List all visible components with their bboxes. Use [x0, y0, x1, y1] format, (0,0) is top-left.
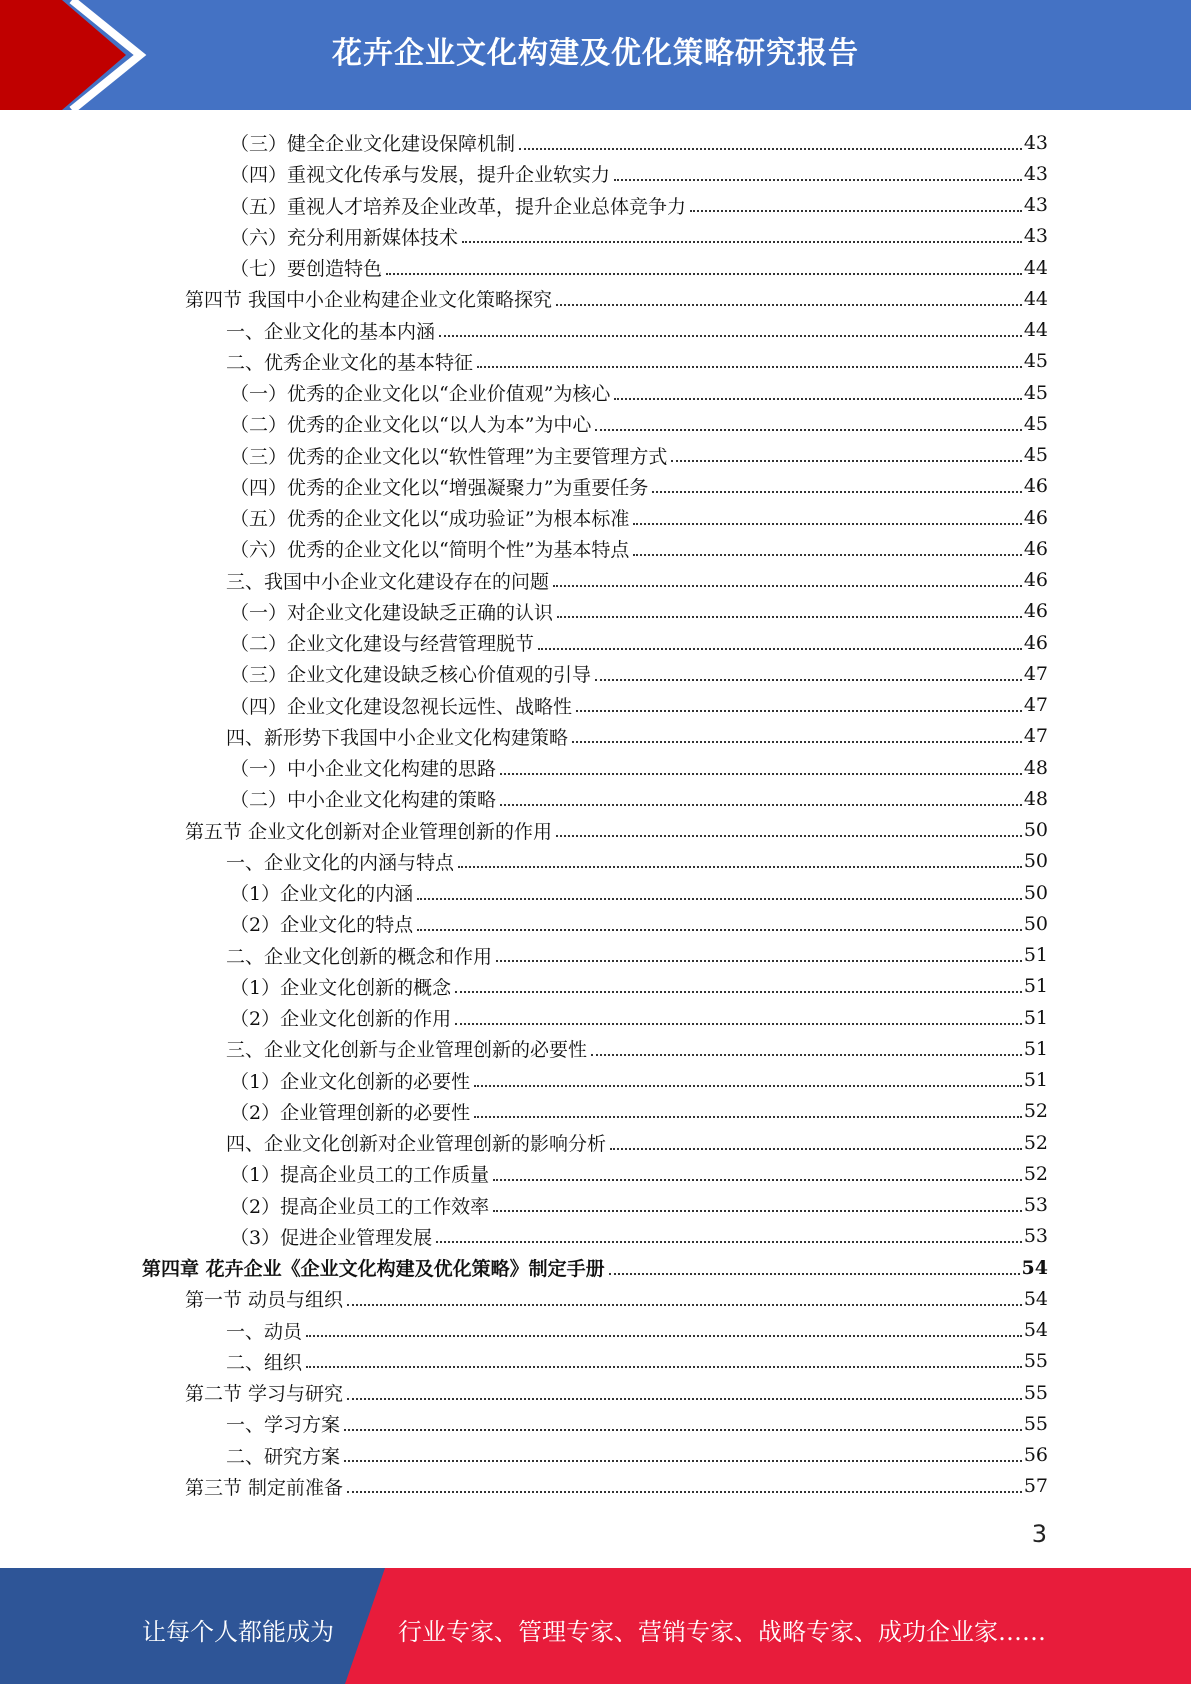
toc-entry-label: 第四章 花卉企业《企业文化构建及优化策略》制定手册 — [142, 1258, 605, 1280]
toc-entry-label: 三、企业文化创新与企业管理创新的必要性 — [226, 1039, 588, 1062]
toc-entry-label: 第一节 动员与组织 — [185, 1289, 344, 1312]
toc-entry-label: （一）中小企业文化构建的思路 — [230, 758, 497, 780]
toc-entry[interactable] — [226, 565, 1048, 596]
toc-dot-leader — [347, 1398, 1022, 1400]
toc-entry-page: 46 — [1023, 600, 1048, 623]
toc-entry-page: 53 — [1023, 1225, 1048, 1248]
toc-entry[interactable] — [230, 783, 1048, 814]
toc-entry-page: 51 — [1023, 1037, 1048, 1060]
toc-dot-leader — [576, 710, 1022, 712]
toc-entry-page: 43 — [1023, 131, 1048, 154]
toc-entry[interactable] — [226, 721, 1048, 752]
toc-entry-page: 45 — [1023, 350, 1048, 373]
toc-entry-label: （四）企业文化建设忽视长远性、战略性 — [230, 695, 573, 718]
toc-entry-page: 54 — [1023, 1287, 1048, 1310]
toc-dot-leader — [458, 866, 1022, 868]
toc-entry-label: 三、我国中小企业文化建设存在的问题 — [226, 570, 550, 593]
toc-entry[interactable] — [230, 471, 1048, 502]
toc-dot-leader — [519, 148, 1022, 150]
toc-entry-page: 47 — [1023, 694, 1048, 716]
toc-entry-page: 44 — [1023, 287, 1048, 310]
toc-entry[interactable] — [226, 1315, 1048, 1346]
toc-entry-page: 51 — [1023, 1069, 1048, 1091]
toc-entry[interactable] — [226, 315, 1048, 346]
toc-dot-leader — [344, 1429, 1022, 1431]
toc-dot-leader — [633, 554, 1021, 556]
toc-entry[interactable] — [230, 1065, 1048, 1096]
toc-entry-page: 50 — [1023, 912, 1048, 935]
toc-dot-leader — [462, 241, 1022, 243]
toc-entry[interactable] — [230, 158, 1048, 189]
toc-entry-label: （一）对企业文化建设缺乏正确的认识 — [230, 601, 554, 624]
toc-entry-page: 51 — [1023, 975, 1048, 998]
toc-entry-page: 57 — [1023, 1475, 1048, 1498]
toc-entry-page: 51 — [1023, 1006, 1048, 1029]
toc-entry[interactable] — [226, 1346, 1048, 1377]
toc-entry[interactable] — [185, 1471, 1048, 1502]
toc-entry-label: （二）优秀的企业文化以“以人为本”为中心 — [230, 414, 592, 437]
toc-entry-page: 50 — [1023, 819, 1048, 841]
toc-entry-label: （2）企业管理创新的必要性 — [230, 1101, 471, 1124]
toc-entry-page: 51 — [1023, 944, 1048, 966]
toc-entry[interactable] — [230, 533, 1048, 564]
toc-dot-leader — [500, 773, 1022, 775]
toc-entry-page: 54 — [1021, 1256, 1048, 1279]
toc-dot-leader — [609, 1273, 1020, 1275]
toc-entry-page: 50 — [1023, 881, 1048, 904]
toc-entry[interactable] — [230, 877, 1048, 908]
page-footer — [0, 1568, 1191, 1684]
toc-entry-label: 二、企业文化创新的概念和作用 — [226, 945, 493, 968]
toc-entry-page: 55 — [1023, 1350, 1048, 1373]
toc-entry-label: 第五节 企业文化创新对企业管理创新的作用 — [185, 820, 553, 843]
toc-entry-label: 二、优秀企业文化的基本特征 — [226, 351, 474, 374]
toc-dot-leader — [633, 523, 1021, 525]
toc-entry[interactable] — [230, 627, 1048, 658]
toc-entry-page: 47 — [1023, 725, 1048, 748]
toc-entry[interactable] — [226, 1033, 1048, 1064]
toc-entry[interactable] — [185, 1283, 1048, 1314]
toc-entry-page: 48 — [1023, 787, 1048, 810]
toc-entry-label: 二、研究方案 — [226, 1445, 341, 1468]
toc-dot-leader — [595, 429, 1021, 431]
toc-entry-label: 第三节 制定前准备 — [185, 1476, 344, 1499]
toc-entry-page: 54 — [1023, 1319, 1048, 1341]
toc-entry[interactable] — [226, 1440, 1048, 1471]
toc-entry-label: 四、新形势下我国中小企业文化构建策略 — [226, 726, 569, 749]
toc-entry-label: 一、动员 — [226, 1320, 303, 1343]
toc-entry-page: 44 — [1023, 256, 1048, 279]
toc-dot-leader — [474, 1116, 1022, 1118]
toc-dot-leader — [493, 1179, 1022, 1181]
toc-dot-leader — [671, 460, 1021, 462]
toc-entry-page: 56 — [1023, 1444, 1048, 1466]
toc-entry-label: 一、学习方案 — [226, 1414, 341, 1437]
toc-dot-leader — [614, 179, 1022, 181]
toc-dot-leader — [439, 335, 1022, 337]
toc-entry-label: （2）企业文化创新的作用 — [230, 1008, 452, 1030]
toc-entry-label: （三）企业文化建设缺乏核心价值观的引导 — [230, 664, 592, 687]
toc-entry[interactable] — [230, 440, 1048, 471]
toc-dot-leader — [347, 1304, 1022, 1306]
toc-entry-page: 45 — [1023, 381, 1048, 404]
toc-entry[interactable] — [185, 815, 1048, 846]
toc-entry-page: 52 — [1023, 1162, 1048, 1185]
toc-entry-label: （六）充分利用新媒体技术 — [230, 226, 459, 249]
toc-entry-label: （1）企业文化创新的概念 — [230, 976, 452, 999]
toc-entry-page: 48 — [1023, 756, 1048, 779]
toc-entry-label: （1）企业文化的内涵 — [230, 883, 414, 905]
toc-entry[interactable] — [230, 971, 1048, 1002]
report-title: 花卉企业文化构建及优化策略研究报告 — [332, 36, 859, 71]
toc-entry-label: 一、企业文化的基本内涵 — [226, 320, 436, 343]
toc-entry-page: 46 — [1023, 506, 1048, 529]
toc-dot-leader — [553, 585, 1022, 587]
toc-entry-page: 46 — [1023, 631, 1048, 654]
toc-entry-page: 55 — [1023, 1412, 1048, 1435]
toc-entry-label: 一、企业文化的内涵与特点 — [226, 851, 455, 874]
toc-entry-page: 43 — [1023, 162, 1048, 185]
toc-entry-page: 46 — [1023, 569, 1048, 591]
toc-entry[interactable] — [226, 1408, 1048, 1439]
toc-dot-leader — [595, 679, 1022, 681]
toc-dot-leader — [500, 804, 1022, 806]
toc-entry-page: 52 — [1023, 1131, 1048, 1154]
toc-entry-page: 55 — [1023, 1381, 1048, 1404]
toc-entry[interactable] — [230, 1002, 1048, 1033]
toc-dot-leader — [436, 1241, 1022, 1243]
toc-entry-page: 50 — [1023, 850, 1048, 873]
toc-dot-leader — [386, 273, 1022, 275]
toc-entry-label: 二、组织 — [226, 1351, 303, 1374]
toc-dot-leader — [417, 929, 1022, 931]
footer-slogan-left: 让每个人都能成为 — [142, 1618, 334, 1646]
toc-entry[interactable] — [230, 596, 1048, 627]
toc-dot-leader — [493, 1210, 1022, 1212]
toc-dot-leader — [614, 398, 1021, 400]
toc-entry-label: （五）重视人才培养及企业改革，提升企业总体竞争力 — [230, 195, 687, 218]
toc-entry[interactable] — [226, 1127, 1048, 1158]
toc-entry[interactable] — [230, 1158, 1048, 1189]
toc-dot-leader — [557, 616, 1022, 618]
toc-dot-leader — [455, 1023, 1022, 1025]
toc-entry-page: 46 — [1023, 537, 1048, 560]
toc-entry-label: （三）优秀的企业文化以“软性管理”为主要管理方式 — [230, 445, 668, 468]
toc-dot-leader — [556, 835, 1022, 837]
toc-entry-page: 44 — [1023, 319, 1048, 341]
toc-entry-page: 52 — [1023, 1100, 1048, 1123]
page-header — [0, 0, 1191, 110]
toc-entry-label: （五）优秀的企业文化以“成功验证”为根本标准 — [230, 508, 630, 530]
toc-entry[interactable] — [226, 846, 1048, 877]
toc-entry[interactable] — [230, 377, 1048, 408]
toc-entry-label: （2）提高企业员工的工作效率 — [230, 1195, 490, 1218]
toc-entry-page: 46 — [1023, 475, 1048, 498]
toc-entry[interactable] — [230, 752, 1048, 783]
toc-entry-page: 43 — [1023, 225, 1048, 248]
toc-entry-label: （3）促进企业管理发展 — [230, 1226, 433, 1249]
toc-dot-leader — [474, 1085, 1022, 1087]
toc-dot-leader — [610, 1148, 1022, 1150]
toc-entry-label: （1）提高企业员工的工作质量 — [230, 1164, 490, 1187]
toc-entry[interactable] — [230, 690, 1048, 721]
toc-entry-label: （二）企业文化建设与经营管理脱节 — [230, 633, 535, 655]
toc-entry-page: 45 — [1023, 412, 1048, 435]
toc-dot-leader — [690, 210, 1022, 212]
toc-dot-leader — [344, 1460, 1022, 1462]
toc-dot-leader — [455, 991, 1022, 993]
toc-dot-leader — [306, 1335, 1022, 1337]
toc-entry-label: （四）优秀的企业文化以“增强凝聚力”为重要任务 — [230, 476, 649, 499]
toc-dot-leader — [417, 898, 1022, 900]
toc-entry[interactable] — [230, 408, 1048, 439]
toc-entry[interactable] — [230, 127, 1048, 158]
toc-entry-label: （2）企业文化的特点 — [230, 914, 414, 937]
toc-entry-page: 47 — [1023, 662, 1048, 685]
toc-entry-label: （三）健全企业文化建设保障机制 — [230, 133, 516, 155]
toc-dot-leader — [306, 1366, 1022, 1368]
toc-entry[interactable] — [230, 1190, 1048, 1221]
toc-entry[interactable] — [230, 252, 1048, 283]
toc-dot-leader — [477, 366, 1022, 368]
toc-entry[interactable] — [230, 908, 1048, 939]
toc-entry[interactable] — [226, 940, 1048, 971]
toc-dot-leader — [591, 1054, 1022, 1056]
toc-entry[interactable] — [230, 190, 1048, 221]
toc-dot-leader — [652, 491, 1021, 493]
footer-slogan-right: 行业专家、管理专家、营销专家、战略专家、成功企业家…… — [398, 1618, 1046, 1646]
toc-dot-leader — [556, 304, 1022, 306]
toc-entry-label: （二）中小企业文化构建的策略 — [230, 789, 497, 812]
toc-entry[interactable] — [226, 346, 1048, 377]
toc-entry[interactable] — [185, 1377, 1048, 1408]
toc-entry-label: （七）要创造特色 — [230, 258, 383, 280]
toc-entry[interactable] — [230, 221, 1048, 252]
toc-entry[interactable] — [230, 658, 1048, 689]
toc-entry[interactable] — [185, 283, 1048, 314]
toc-entry-page: 45 — [1023, 444, 1048, 466]
toc-entry-label: （四）重视文化传承与发展，提升企业软实力 — [230, 164, 611, 187]
toc-entry-page: 53 — [1023, 1194, 1048, 1216]
toc-dot-leader — [496, 960, 1022, 962]
toc-dot-leader — [538, 648, 1022, 650]
toc-entry-label: （一）优秀的企业文化以“企业价值观”为核心 — [230, 383, 611, 405]
toc-dot-leader — [347, 1491, 1022, 1493]
toc-entry-label: 第二节 学习与研究 — [185, 1383, 344, 1405]
toc-entry[interactable] — [230, 502, 1048, 533]
toc-entry[interactable] — [142, 1252, 1048, 1283]
toc-entry-page: 43 — [1023, 194, 1048, 216]
toc-entry-label: （1）企业文化创新的必要性 — [230, 1070, 471, 1093]
toc-entry[interactable] — [230, 1221, 1048, 1252]
page-number: 3 — [1031, 1520, 1047, 1548]
toc-entry-label: 四、企业文化创新对企业管理创新的影响分析 — [226, 1133, 607, 1155]
toc-dot-leader — [572, 741, 1022, 743]
toc-entry-label: （六）优秀的企业文化以“简明个性”为基本特点 — [230, 539, 630, 562]
toc-entry-label: 第四节 我国中小企业构建企业文化策略探究 — [185, 289, 553, 312]
toc-entry[interactable] — [230, 1096, 1048, 1127]
